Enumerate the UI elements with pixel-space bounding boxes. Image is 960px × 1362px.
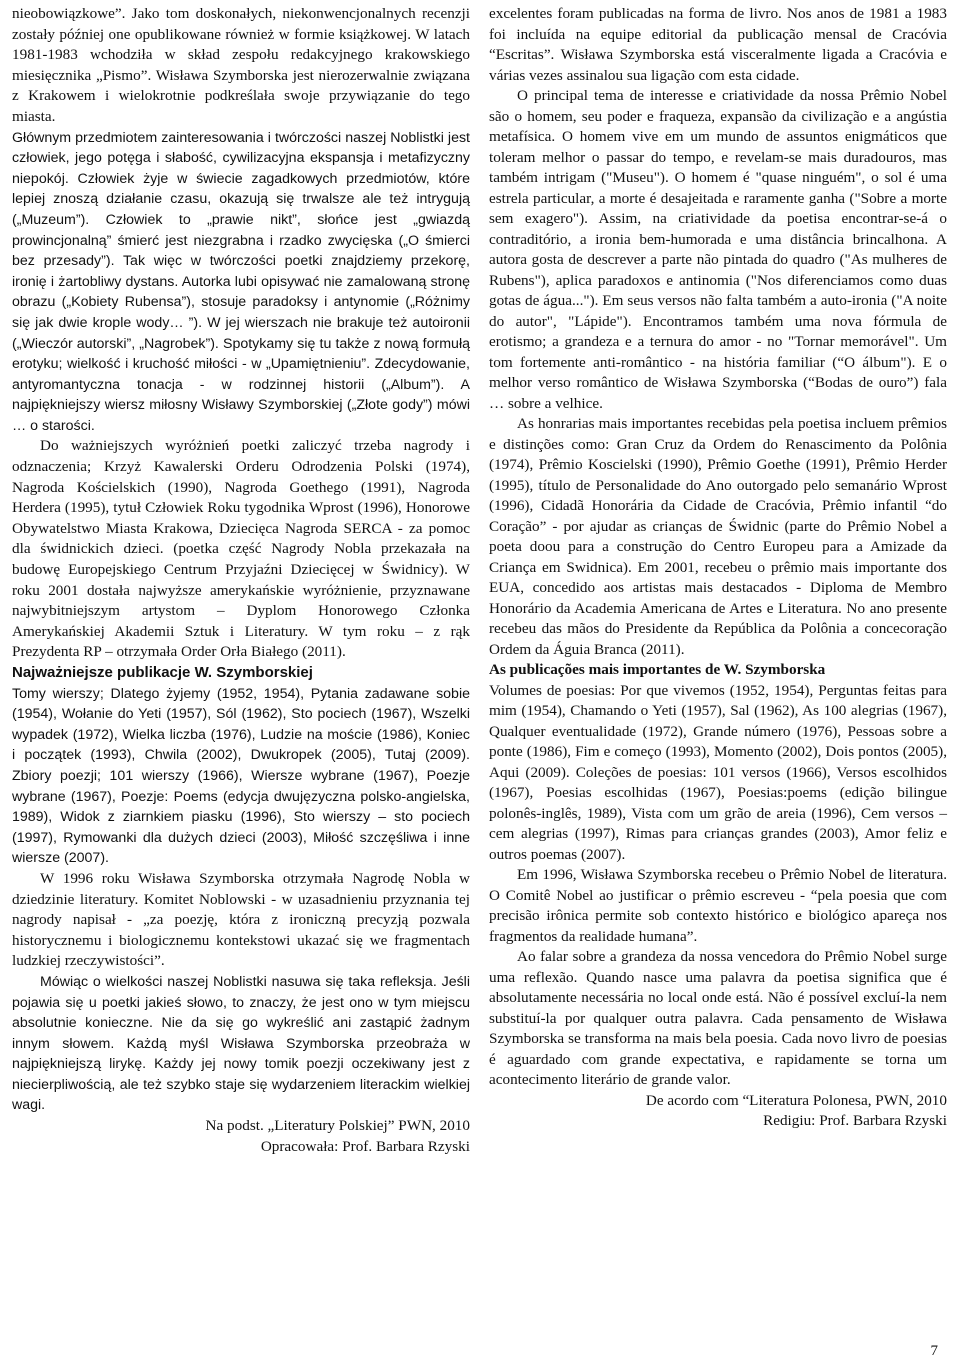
page-number: 7 — [930, 1343, 938, 1359]
paragraph: W 1996 roku Wisława Szymborska otrzymała Nagrodę Nobla w dziedzinie literatury. Komitet Noblowski - w uzasadnieniu przyznania tej nagrody napisał - „za poezję, która z ironiczną precyzją pozwala historycznemu i biologicznemu kontekstowi ukazać się we fragmentach ludzkiej rzeczywistości”. — [12, 869, 470, 970]
paragraph: excelentes foram publicadas na forma de livro. Nos anos de 1981 a 1983 foi incluída na equipe editorial da publicação mensal de Cracóvia “Escritas”. Wisława Szymborska está visceralmente ligada a Cracóvia e várias vezes assinalou sua ligação com esta cidade. — [489, 5, 947, 84]
section-heading: As publicações mais importantes de W. Szymborska — [489, 661, 826, 678]
paragraph: Do ważniejszych wyróżnień poetki zaliczyć trzeba nagrody i odznaczenia; Krzyż Kawalerski Orderu Odrodzenia Polski (1974), Nagroda Kościelskich (1990), Nagroda Goethego (1991), Nagroda Herdera (1995), tytuł Człowiek Roku tygodnika Wprost (1996), Honorowe Obywatelstwo Miasta Krakowa, Dziecięca Nagroda SERCA - za pomoc dla świdnickich dzieci. (poetka część Nagrody Nobla przekazała na budowę Europejskiego Centrum Przyjaźni Dziecięcej w Świdnicy). W roku 2001 dostała najwyższe amerykańskie wyróżnienie, przyznawane najwybitniejszym artystom – Dyplom Honorowego Członka Amerykańskiej Akademii Sztuk i Literatury. W tym roku – z rąk Prezydenta RP – otrzymała Order Orła Białego (2011). — [12, 437, 470, 661]
portuguese-column — [489, 4, 947, 1132]
polish-column — [12, 4, 470, 1157]
paragraph: O principal tema de interesse e criatividade da nossa Prêmio Nobel são o homem, seu poder e fraqueza, expansão da civilização e a angústia metafísica. O homem vive em um mundo de assuntos enigmáticos que toleram melhor o passar do tempo, e revelam-se mais duradouros, mas também intrigam ("Museu"). O homem é "quase ninguém", o sol é uma estrela particular, a morte é desajeitada e raramente ganha ("Sobre a morte sem exagero"). Assim, na criatividade da poetisa encontrar-se-á o contraditório, a ironia bem-humorada e uma distância brincalhona. A autora gosta de descrever a parte não pintada do quadro ("As mulheres de Rubens"), aplica paradoxos e antinomia ("Nos diferenciamos como duas gotas de água..."). Em seus versos não falta também a auto-ironia ("A noite do autor", "Lápide"). Encontramos também uma nova fórmula de erotismo; a grandeza e a ternura do amor - no "Tornar memorável". Um tom fortemente anti-romântico - na história familiar (“O álbum"). E o melhor verso romântico de Wisława Szymborska (“Bodas de ouro”) fala … sobre a velhice. — [489, 87, 947, 412]
source-note: De acordo com “Literatura Polonesa, PWN, 2010 — [645, 1091, 947, 1109]
section-heading: Najważniejsze publikacje W. Szymborskiej — [12, 664, 313, 681]
source-note: Na podst. „Literatury Polskiej” PWN, 2010 — [205, 1117, 470, 1135]
paragraph: nieobowiązkowe”. Jako tom doskonałych, niekonwencjonalnych recenzji zostały później one opublikowane również w formie książkowej. W latach 1981-1983 wchodziła w skład zespołu redakcyjnego krakowskiego miesięcznika „Pismo”. Wisława Szymborska jest nierozerwalnie związana z Krakowem i wielokrotnie podkreślała swoje przywiązanie do tego miasta. — [12, 5, 470, 125]
paragraph: Ao falar sobre a grandeza da nossa vencedora do Prêmio Nobel surge uma reflexão. Quando nasce uma palavra da poetisa significa que é absolutamente necessária no local onde está. Não é possível excluí-la nem substituí-la por qualquer outra palavra. Cada pensamento de Wisława Szymborska se transforma na mais bela poesia. Cada novo livro de poesias é aguardado com grande expectativa, e rapidamente se torna um acontecimento literário de grande valor. — [489, 948, 947, 1088]
paragraph: Mówiąc o wielkości naszej Noblistki nasuwa się taka refleksja. Jeśli pojawia się u poetki jakieś słowo, to znaczy, że jest ono w tym miejscu absolutnie konieczne. Nie da się go wykreślić ani zastąpić żadnym innym słowem. Każdą myśl Wisława Szymborska przeobraża w najpiękniejszą lirykę. Każdy jej nowy tomik poezji oczekiwany jest z niecierpliwością, ale też szybko staje się wydarzeniem literackim wielkiej wagi. — [12, 973, 470, 1114]
paragraph: Tomy wierszy; Dlatego żyjemy (1952, 1954), Pytania zadawane sobie (1954), Wołanie do Yeti (1957), Sól (1962), Sto pociech (1967), Wszelki wypadek (1972), Wielka liczba (1976), Ludzie na moście (1986), Koniec i początek (1993), Chwila (2002), Dwukropek (2005), Tutaj (2009). Zbiory poezji; 101 wierszy (1966), Wiersze wybrane (1967), Poezje wybrane (1967), Poezje: Poems (edycja dwujęzyczna polsko-angielska, 1989), Widok z ziarnkiem piasku (1996), Sto wierszy – sto pociech (1997), Rymowanki dla dużych dzieci (2003), Miłość szczęśliwa i inne wiersze (2007). — [12, 685, 470, 867]
paragraph: Głównym przedmiotem zainteresowania i twórczości naszej Noblistki jest człowiek, jego potęga i słabość, cywilizacyjna ekspansja i metafizyczny niepokój. Człowiek żyje w świecie zagadkowych przedmiotów, które lepiej znoszą działanie czasu, okazują się trwalsze ale też intrygują („Muzeum”). Człowiek to „prawie nikt”, słońce jest „gwiazdą prowincjonalną” śmierć jest niezgrabna i rzadko zwycięska („O śmierci bez przesady”). Tak więc w twórczości poetki znajdziemy przekorę, ironię i żartobliwy dystans. Autorka lubi opisywać nie zamalowaną stronę obrazu („Kobiety Rubensa”), stosuje paradoksy i antynomie („Różnimy się jak dwie krople wody… ”). W jej wierszach nie brakuje też autoironii („Wieczór autorski”, „Nagrobek”). Spotykamy się tu także z nową formułą erotyku; wielkość i kruchość miłości - w „Upamiętnieniu”. Zdecydowanie, antyromantyczna tonacja - w rodzinnej historii („Album”). A najpiękniejszy wiersz miłosny Wisławy Szymborskiej („Złote gody”) mówi … o starości. — [12, 129, 470, 434]
author-note: Redigiu: Prof. Barbara Rzyski — [763, 1112, 947, 1129]
paragraph: As honrarias mais importantes recebidas pela poetisa incluem prêmios e distinções como: Gran Cruz da Ordem do Renascimento da Polônia (1974), Prêmio Koscielski (1990), Prêmio Goethe (1991), Prêmio Herder (1995), título de Personalidade do Ano outorgado pelo semanário Wprost (1996), Cidadã Honorária da Cidade de Cracóvia, Prêmio infantil “do Coração” - por ajudar as crianças de Świdnic (parte do Prêmio Nobel a poeta doou para a construção do Centro Europeu para a Amizade da Criança em Swidnica). Em 2001, recebeu o prêmio mais importante dos EUA, concedido aos artistas mais destacados - Diploma de Membro Honorário da Academia Americana de Artes e Literatura. No ano presente recebeu das mãos do Presidente da República da Polônia a concecoração Ordem da Águia Branca (2011). — [489, 415, 947, 658]
paragraph: Volumes de poesias: Por que vivemos (1952, 1954), Perguntas feitas para mim (1954), Chamando o Yeti (1957), Sal (1962), As 100 alegrias (1967), Qualquer eventualidade (1972), Grande número (1976), Pessoas sobre a ponte (1986), Fim e começo (1993), Momento (2002), Dois pontos (2005), Aqui (2009). Coleções de poesias: 101 versos (1966), Versos escolhidos (1967), Poesias escolhidas (1967), Poesias:poems (edição bilingue polonês-inglês, 1989), Vista com um grão de areia (1996), Cem versos – cem alegrias (1997), Rimas para crianças grandes (2003), Amor feliz e outros poemas (2007). — [489, 681, 947, 863]
author-note: Opracowała: Prof. Barbara Rzyski — [260, 1137, 470, 1155]
paragraph: Em 1996, Wisława Szymborska recebeu o Prêmio Nobel de literatura. O Comitê Nobel ao justificar o prêmio escreveu - “pela poesia que com precisão irônica permite sob contexto histórico e biológico apareça nos fragmentos da realidade humana”. — [489, 866, 947, 945]
